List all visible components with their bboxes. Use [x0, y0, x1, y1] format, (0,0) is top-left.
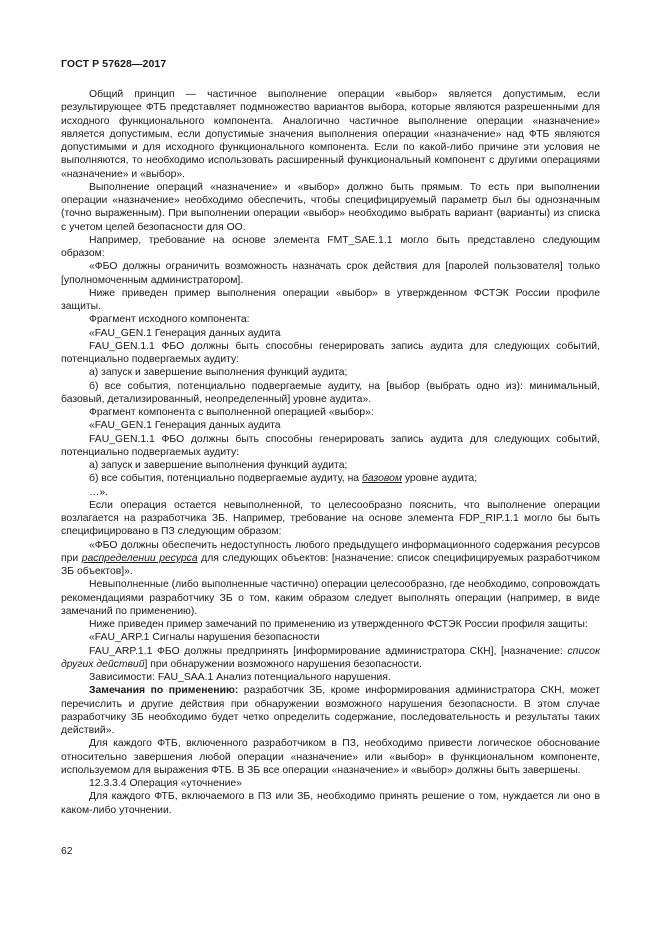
- paragraph-fau-gen-element: FAU_GEN.1.1 ФБО должны быть способны генерировать запись аудита для следующих событий, потенциально подвергаемых аудиту:: [61, 340, 600, 365]
- bold-label: Замечания по применению:: [89, 685, 239, 697]
- paragraph-selection-intro: Ниже приведен пример выполнения операции «выбор» в утвержденном ФСТЭК России профиле защиты.: [61, 287, 600, 312]
- underlined-term: базовом: [361, 473, 402, 485]
- paragraph-fau-arp-element: FAU_ARP.1.1 ФБО должны предпринять [информирование администратора СКН], [назначение: список других действий] при обнаружении возможного нарушения безопасности.: [61, 645, 600, 670]
- italic-term: список других действий: [61, 645, 600, 670]
- paragraph-fdp-rip-quote: «ФБО должны обеспечить недоступность любого предыдущего информационного содержания ресурсов при распределении ресурса для следующих объектов: [назначение: список специфицируемых разработчиком ЗБ объектов]».: [61, 539, 601, 577]
- list-item-a-2: а) запуск и завершение выполнения функций аудита;: [89, 460, 348, 471]
- paragraph-completed-fragment: Фрагмент компонента с выполненной операцией «выбор»:: [89, 407, 374, 418]
- paragraph-general-principle: Общий принцип — частичное выполнение операции «выбор» является допустимым, если результирующее ФТБ представляет подмножество вариантов выбора, которые являются разрешенными для исходного функционального компонента. Аналогично частичное выполнение операции «назначение» является допустимым, если допустимые значения выполнения операции «назначение» над ФТБ являются допустимыми и для исходного функционального компонента. Если по какой-либо причине эти условия не выполняются, то необходимо использовать расширенный функциональный компонент с другими операциями «назначение» и «выбор».: [61, 89, 600, 180]
- section-heading-refinement: 12.3.3.4 Операция «уточнение»: [89, 778, 242, 789]
- paragraph-dependencies: Зависимости: FAU_SAA.1 Анализ потенциального нарушения.: [89, 672, 391, 683]
- paragraph-example-intro: Например, требование на основе элемента FMT_SAE.1.1 могло быть представлено следующим образом:: [61, 234, 600, 259]
- paragraph-recommendations: Невыполненные (либо выполненные частично) операции целесообразно, где необходимо, сопровождать рекомендациями разработчику ЗБ о том, каким образом следует выполнять операции (например, в виде замечаний по применению).: [61, 579, 601, 617]
- paragraph-direct-operations: Выполнение операций «назначение» и «выбор» должно быть прямым. То есть при выполнении операции «назначение» необходимо обеспечить, чтобы специфицируемый параметр был бы однозначным (точно выраженным). При выполнении операции «выбор» необходимо выбрать вариант (варианты) из списка с учетом целей безопасности для ОО.: [61, 181, 600, 233]
- paragraph-refinement: Для каждого ФТБ, включаемого в ПЗ или ЗБ, необходимо принять решение о том, нуждается ли оно в каком-либо уточнении.: [61, 791, 600, 816]
- paragraph-fau-arp-title: «FAU_ARP.1 Сигналы нарушения безопасности: [89, 632, 320, 644]
- list-item-b-2: б) все события, потенциально подвергаемые аудиту, на базовом уровне аудита;: [89, 473, 478, 485]
- paragraph-application-notes: Замечания по применению: разработчик ЗБ, кроме информирования администратора СКН, может перечислить и другие действия при обнаружении возможного нарушения безопасности. В этом случае разработчику ЗБ необходимо будет четко определить содержание, последовательность и результаты таких действий».: [61, 685, 600, 736]
- paragraph-source-fragment: Фрагмент исходного компонента:: [89, 314, 250, 326]
- paragraph-notes-intro: Ниже приведен пример замечаний по применению из утвержденного ФСТЭК России профиля защиты:: [89, 619, 588, 630]
- paragraph-example-quote: «ФБО должны ограничить возможность назначать срок действия для [паролей пользователя] только [уполномоченным администратором].: [61, 261, 600, 286]
- paragraph-fau-gen-title: «FAU_GEN.1 Генерация данных аудита: [89, 327, 281, 339]
- paragraph-ellipsis: …».: [89, 486, 109, 498]
- paragraph-fau-gen-title-2: «FAU_GEN.1 Генерация данных аудита: [89, 420, 281, 432]
- paragraph-uncompleted-operation: Если операция остается невыполненной, то целесообразно пояснить, что выполнение операции возлагается на разработчика ЗБ. Например, требование на основе элемента FDP_RIP.1.1 могло бы быть специфицировано в ПЗ следующим образом:: [61, 499, 600, 538]
- underlined-term-2: распределении ресурса: [81, 552, 198, 564]
- document-body: [61, 88, 600, 817]
- paragraph-fau-gen-element-2: FAU_GEN.1.1 ФБО должны быть способны генерировать запись аудита для следующих событий, потенциально подвергаемых аудиту:: [61, 433, 600, 458]
- page-number: 62: [61, 846, 73, 857]
- paragraph-rationale: Для каждого ФТБ, включенного разработчиком в ПЗ, необходимо привести логическое обоснование относительно завершения любой операции «назначение» или «выбор» в функциональном компоненте, используемом для выражения ФТБ. В ЗБ все операции «назначение» и «выбор» должны быть завершены.: [61, 738, 600, 776]
- document-header: ГОСТ Р 57628—2017: [61, 58, 167, 70]
- list-item-a: а) запуск и завершение выполнения функций аудита;: [89, 367, 348, 379]
- list-item-b: б) все события, потенциально подвергаемые аудиту, на [выбор (выбрать одно из): минимальный, базовый, детализированный, неопределенный] уровне аудита».: [61, 380, 600, 405]
